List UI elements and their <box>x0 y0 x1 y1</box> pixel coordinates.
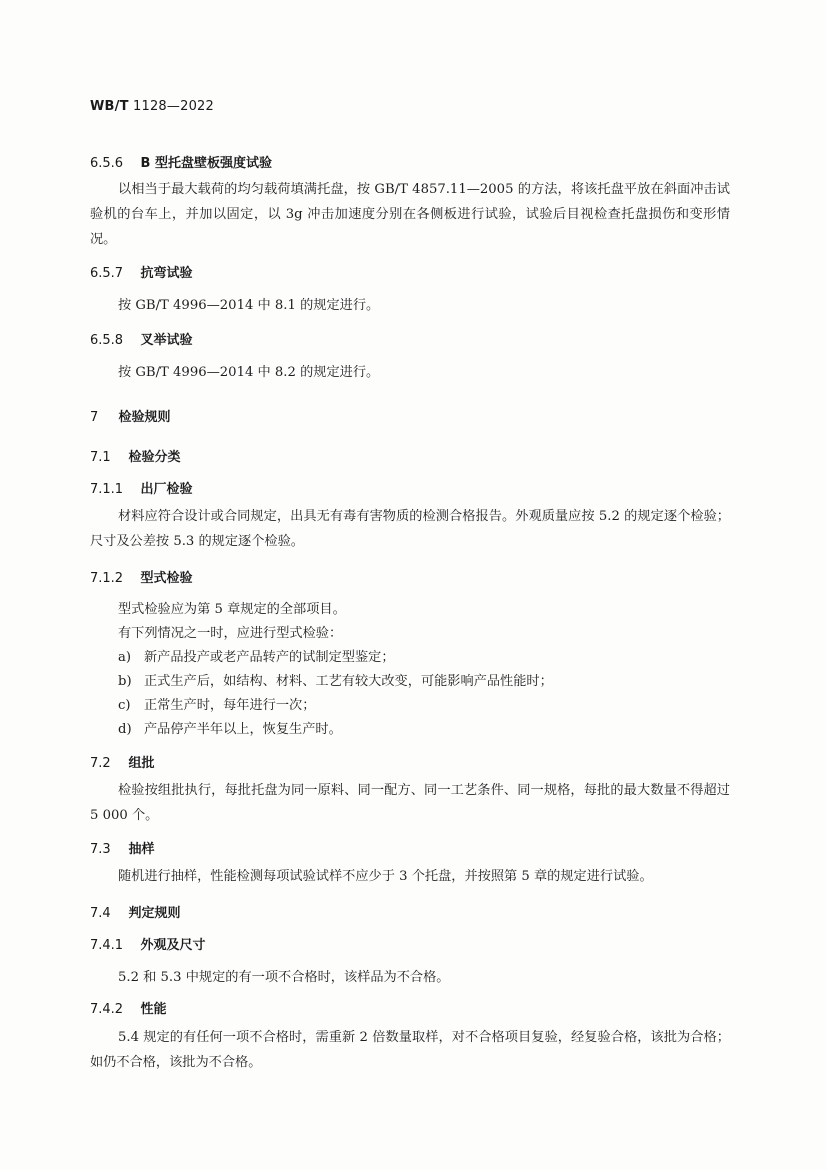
list-item-text: 正常生产时，每年进行一次； <box>144 698 316 713</box>
section-title: 判定规则 <box>128 906 181 921</box>
section-number: 7.1 <box>90 450 111 465</box>
section-title: 检验分类 <box>128 450 181 465</box>
heading-7-1-2 <box>90 567 193 586</box>
list-item <box>118 646 395 665</box>
paragraph-7-3: 随机进行抽样，性能检测每项试验试样不应少于 3 个托盘，并按照第 5 章的规定进行试验。 <box>118 869 653 884</box>
paragraph-7-1-1: 材料应符合设计或合同规定，出具无有毒有害物质的检测合格报告。外观质量应按 5.2 的规定逐个检验；尺寸及公差按 5.3 的规定逐个检验。 <box>90 509 730 549</box>
paragraph-7-2: 检验按组批执行，每批托盘为同一原料、同一配方、同一工艺条件、同一规格，每批的最大数量不得超过 5 000 个。 <box>90 783 730 823</box>
section-title: 外观及尺寸 <box>140 938 206 953</box>
section-title: 组批 <box>128 756 155 771</box>
list-item-text: 正式生产后，如结构、材料、工艺有较大改变，可能影响产品性能时； <box>144 674 553 689</box>
section-number: 7.4 <box>90 906 111 921</box>
paragraph-6-5-7: 按 GB/T 4996—2014 中 8.1 的规定进行。 <box>118 298 380 313</box>
section-title: 性能 <box>140 1002 167 1017</box>
section-number: 7.4.2 <box>90 1002 124 1017</box>
heading-7-4-1 <box>90 934 206 953</box>
list-item-text: 产品停产半年以上，恢复生产时。 <box>144 722 342 737</box>
section-title: 抽样 <box>128 842 155 857</box>
section-title: 出厂检验 <box>140 482 193 497</box>
list-item <box>118 718 342 737</box>
list-item <box>118 670 553 689</box>
standard-code: WB/T <box>90 99 129 114</box>
heading-6-5-7 <box>90 262 193 281</box>
list-marker: d) <box>118 722 132 737</box>
section-number: 6.5.6 <box>90 156 124 171</box>
section-title: 抗弯试验 <box>140 266 193 281</box>
paragraph-6-5-8: 按 GB/T 4996—2014 中 8.2 的规定进行。 <box>118 365 380 380</box>
section-number: 7 <box>90 410 99 425</box>
section-number: 6.5.8 <box>90 333 124 348</box>
heading-7 <box>90 406 171 425</box>
list-marker: c) <box>118 698 131 713</box>
list-item <box>118 694 315 713</box>
standard-number: 1128—2022 <box>133 99 214 114</box>
type-test-conditions-intro: 有下列情况之一时，应进行型式检验： <box>118 626 343 641</box>
paragraph-6-5-6: 以相当于最大载荷的均匀载荷填满托盘，按 GB/T 4857.11—2005 的方法，将该托盘平放在斜面冲击试验机的台车上，并加以固定，以 3g 冲击加速度分别在各侧板进行试验，试验后目视检查托盘损伤和变形情况。 <box>90 182 730 247</box>
section-title: B 型托盘壁板强度试验 <box>140 156 272 171</box>
heading-7-1-1 <box>90 478 193 497</box>
list-item-text: 新产品投产或老产品转产的试制定型鉴定； <box>144 650 395 665</box>
section-number: 7.1.1 <box>90 482 124 497</box>
heading-6-5-8 <box>90 329 193 348</box>
heading-7-1 <box>90 446 181 465</box>
section-number: 6.5.7 <box>90 266 124 281</box>
section-number: 7.1.2 <box>90 571 124 586</box>
standard-header <box>90 99 214 114</box>
paragraph-7-4-1: 5.2 和 5.3 中规定的有一项不合格时，该样品为不合格。 <box>118 970 450 985</box>
section-title: 检验规则 <box>118 410 171 425</box>
heading-7-4-2 <box>90 998 167 1017</box>
heading-7-4 <box>90 902 181 921</box>
heading-6-5-6 <box>90 152 272 171</box>
type-test-scope-line: 型式检验应为第 5 章规定的全部项目。 <box>118 602 346 617</box>
section-number: 7.3 <box>90 842 111 857</box>
section-title: 叉举试验 <box>140 333 193 348</box>
paragraph-7-4-2: 5.4 规定的有任何一项不合格时，需重新 2 倍数量取样，对不合格项目复验，经复验合格，该批为合格；如仍不合格，该批为不合格。 <box>90 1030 730 1070</box>
list-marker: a) <box>118 650 132 665</box>
list-marker: b) <box>118 674 132 689</box>
section-number: 7.2 <box>90 756 111 771</box>
section-number: 7.4.1 <box>90 938 124 953</box>
section-title: 型式检验 <box>140 571 193 586</box>
heading-7-3 <box>90 838 155 857</box>
heading-7-2 <box>90 752 155 771</box>
